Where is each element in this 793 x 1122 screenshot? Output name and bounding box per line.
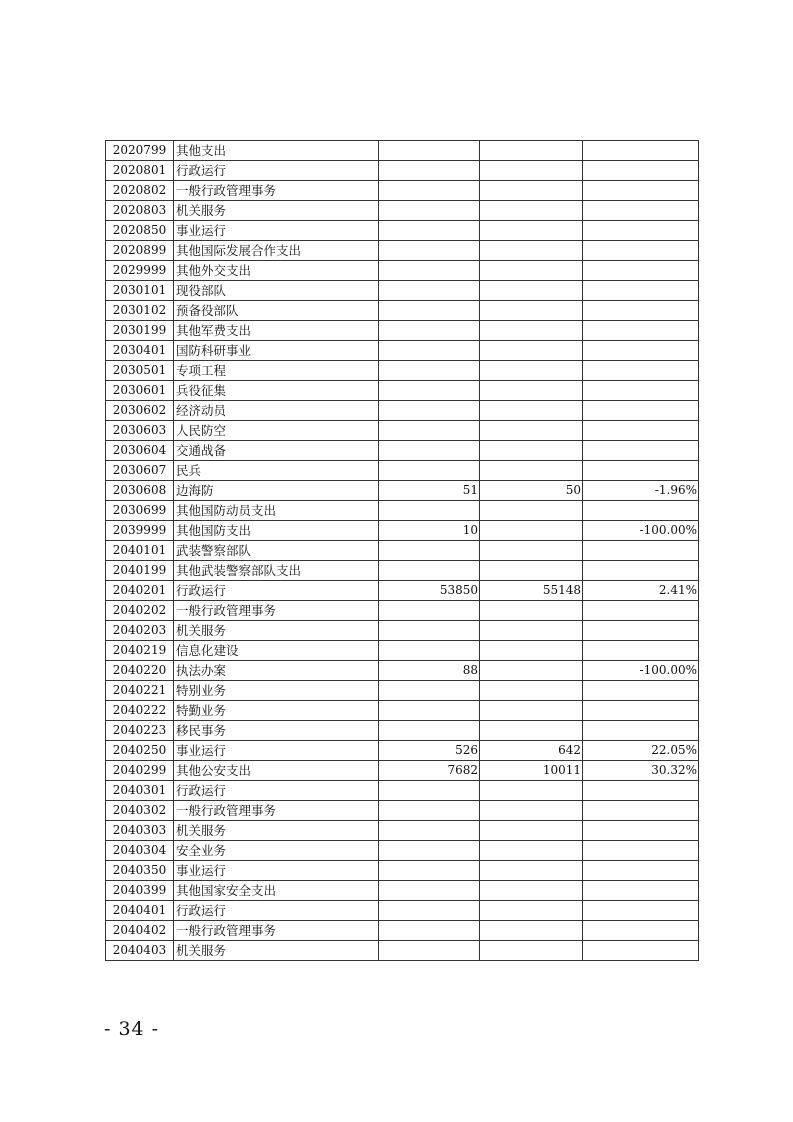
subject-name-cell: 专项工程: [174, 361, 379, 381]
subject-name-cell: 事业运行: [174, 741, 379, 761]
subject-name-cell: 一般行政管理事务: [174, 181, 379, 201]
subject-name-cell: 移民事务: [174, 721, 379, 741]
prior-year-value-cell: 10: [379, 521, 480, 541]
prior-year-value-cell: [379, 641, 480, 661]
change-percent-cell: [583, 461, 699, 481]
prior-year-value-cell: [379, 801, 480, 821]
table-row: [106, 481, 699, 501]
change-percent-cell: [583, 621, 699, 641]
current-year-value-cell: [480, 821, 583, 841]
current-year-value-cell: [480, 801, 583, 821]
subject-code-cell: 2020802: [106, 181, 174, 201]
prior-year-value-cell: [379, 721, 480, 741]
table-row: [106, 141, 699, 161]
prior-year-value-cell: [379, 541, 480, 561]
subject-code-cell: 2040201: [106, 581, 174, 601]
change-percent-cell: -100.00%: [583, 521, 699, 541]
prior-year-value-cell: [379, 281, 480, 301]
subject-code-cell: 2030102: [106, 301, 174, 321]
subject-code-cell: 2030602: [106, 401, 174, 421]
change-percent-cell: [583, 321, 699, 341]
subject-name-cell: 其他国际发展合作支出: [174, 241, 379, 261]
subject-code-cell: 2040221: [106, 681, 174, 701]
current-year-value-cell: [480, 321, 583, 341]
subject-name-cell: 一般行政管理事务: [174, 801, 379, 821]
prior-year-value-cell: [379, 461, 480, 481]
table-row: [106, 741, 699, 761]
table-body: [106, 141, 699, 961]
current-year-value-cell: [480, 701, 583, 721]
subject-name-cell: 其他国家安全支出: [174, 881, 379, 901]
table-row: [106, 501, 699, 521]
current-year-value-cell: [480, 421, 583, 441]
change-percent-cell: [583, 281, 699, 301]
table-row: [106, 761, 699, 781]
subject-code-cell: 2040203: [106, 621, 174, 641]
current-year-value-cell: 642: [480, 741, 583, 761]
prior-year-value-cell: [379, 781, 480, 801]
subject-name-cell: 一般行政管理事务: [174, 921, 379, 941]
current-year-value-cell: [480, 941, 583, 961]
current-year-value-cell: [480, 921, 583, 941]
table-row: [106, 361, 699, 381]
subject-name-cell: 预备役部队: [174, 301, 379, 321]
prior-year-value-cell: [379, 861, 480, 881]
subject-name-cell: 事业运行: [174, 221, 379, 241]
prior-year-value-cell: [379, 501, 480, 521]
budget-table: [105, 140, 699, 961]
subject-code-cell: 2040222: [106, 701, 174, 721]
subject-code-cell: 2040303: [106, 821, 174, 841]
prior-year-value-cell: [379, 141, 480, 161]
subject-code-cell: 2030101: [106, 281, 174, 301]
prior-year-value-cell: [379, 321, 480, 341]
subject-name-cell: 兵役征集: [174, 381, 379, 401]
subject-code-cell: 2040304: [106, 841, 174, 861]
current-year-value-cell: [480, 501, 583, 521]
current-year-value-cell: [480, 241, 583, 261]
subject-name-cell: 武装警察部队: [174, 541, 379, 561]
subject-name-cell: 事业运行: [174, 861, 379, 881]
subject-code-cell: 2020850: [106, 221, 174, 241]
table-row: [106, 921, 699, 941]
prior-year-value-cell: [379, 421, 480, 441]
prior-year-value-cell: 526: [379, 741, 480, 761]
prior-year-value-cell: [379, 241, 480, 261]
prior-year-value-cell: [379, 301, 480, 321]
prior-year-value-cell: [379, 341, 480, 361]
current-year-value-cell: [480, 561, 583, 581]
subject-name-cell: 其他国防支出: [174, 521, 379, 541]
table-row: [106, 341, 699, 361]
subject-name-cell: 行政运行: [174, 781, 379, 801]
table-row: [106, 321, 699, 341]
prior-year-value-cell: [379, 681, 480, 701]
prior-year-value-cell: [379, 221, 480, 241]
current-year-value-cell: [480, 641, 583, 661]
prior-year-value-cell: 53850: [379, 581, 480, 601]
table-row: [106, 861, 699, 881]
table-row: [106, 721, 699, 741]
table-row: [106, 401, 699, 421]
current-year-value-cell: [480, 841, 583, 861]
table-row: [106, 941, 699, 961]
table-row: [106, 901, 699, 921]
prior-year-value-cell: [379, 821, 480, 841]
prior-year-value-cell: [379, 201, 480, 221]
prior-year-value-cell: [379, 161, 480, 181]
change-percent-cell: [583, 301, 699, 321]
table-row: [106, 241, 699, 261]
prior-year-value-cell: [379, 401, 480, 421]
subject-code-cell: 2040220: [106, 661, 174, 681]
change-percent-cell: [583, 421, 699, 441]
current-year-value-cell: [480, 261, 583, 281]
table-row: [106, 201, 699, 221]
subject-name-cell: 机关服务: [174, 821, 379, 841]
prior-year-value-cell: [379, 601, 480, 621]
subject-code-cell: 2040202: [106, 601, 174, 621]
subject-name-cell: 国防科研事业: [174, 341, 379, 361]
change-percent-cell: [583, 881, 699, 901]
table-row: [106, 581, 699, 601]
subject-name-cell: 人民防空: [174, 421, 379, 441]
change-percent-cell: [583, 401, 699, 421]
current-year-value-cell: [480, 401, 583, 421]
change-percent-cell: [583, 141, 699, 161]
current-year-value-cell: [480, 141, 583, 161]
prior-year-value-cell: [379, 921, 480, 941]
current-year-value-cell: [480, 341, 583, 361]
subject-code-cell: 2040302: [106, 801, 174, 821]
prior-year-value-cell: [379, 561, 480, 581]
prior-year-value-cell: [379, 441, 480, 461]
table-row: [106, 881, 699, 901]
current-year-value-cell: 55148: [480, 581, 583, 601]
table-row: [106, 621, 699, 641]
prior-year-value-cell: [379, 361, 480, 381]
current-year-value-cell: [480, 381, 583, 401]
table-row: [106, 161, 699, 181]
current-year-value-cell: [480, 521, 583, 541]
change-percent-cell: [583, 361, 699, 381]
current-year-value-cell: [480, 661, 583, 681]
table-row: [106, 821, 699, 841]
table-row: [106, 701, 699, 721]
change-percent-cell: [583, 201, 699, 221]
table-row: [106, 221, 699, 241]
prior-year-value-cell: [379, 621, 480, 641]
change-percent-cell: [583, 541, 699, 561]
change-percent-cell: [583, 821, 699, 841]
change-percent-cell: [583, 561, 699, 581]
subject-code-cell: 2030699: [106, 501, 174, 521]
prior-year-value-cell: [379, 701, 480, 721]
change-percent-cell: [583, 841, 699, 861]
current-year-value-cell: [480, 441, 583, 461]
subject-name-cell: 其他国防动员支出: [174, 501, 379, 521]
subject-code-cell: 2040402: [106, 921, 174, 941]
subject-name-cell: 经济动员: [174, 401, 379, 421]
table-row: [106, 681, 699, 701]
table-row: [106, 421, 699, 441]
change-percent-cell: 30.32%: [583, 761, 699, 781]
table-row: [106, 461, 699, 481]
subject-code-cell: 2040101: [106, 541, 174, 561]
table-row: [106, 381, 699, 401]
change-percent-cell: [583, 181, 699, 201]
prior-year-value-cell: [379, 941, 480, 961]
table-row: [106, 541, 699, 561]
change-percent-cell: [583, 901, 699, 921]
subject-code-cell: 2040250: [106, 741, 174, 761]
current-year-value-cell: [480, 621, 583, 641]
table-row: [106, 801, 699, 821]
change-percent-cell: [583, 501, 699, 521]
current-year-value-cell: [480, 221, 583, 241]
change-percent-cell: [583, 941, 699, 961]
change-percent-cell: 2.41%: [583, 581, 699, 601]
subject-name-cell: 其他公安支出: [174, 761, 379, 781]
subject-name-cell: 其他军费支出: [174, 321, 379, 341]
subject-name-cell: 一般行政管理事务: [174, 601, 379, 621]
change-percent-cell: [583, 241, 699, 261]
current-year-value-cell: [480, 781, 583, 801]
table-row: [106, 661, 699, 681]
subject-name-cell: 其他武装警察部队支出: [174, 561, 379, 581]
prior-year-value-cell: [379, 901, 480, 921]
change-percent-cell: [583, 681, 699, 701]
current-year-value-cell: [480, 281, 583, 301]
change-percent-cell: [583, 721, 699, 741]
table-row: [106, 281, 699, 301]
change-percent-cell: [583, 781, 699, 801]
current-year-value-cell: [480, 881, 583, 901]
table-row: [106, 561, 699, 581]
subject-code-cell: 2030601: [106, 381, 174, 401]
subject-name-cell: 执法办案: [174, 661, 379, 681]
current-year-value-cell: [480, 541, 583, 561]
change-percent-cell: -100.00%: [583, 661, 699, 681]
subject-code-cell: 2030401: [106, 341, 174, 361]
prior-year-value-cell: [379, 181, 480, 201]
subject-name-cell: 机关服务: [174, 941, 379, 961]
change-percent-cell: [583, 441, 699, 461]
subject-code-cell: 2040219: [106, 641, 174, 661]
subject-code-cell: 2040399: [106, 881, 174, 901]
change-percent-cell: [583, 341, 699, 361]
table-row: [106, 841, 699, 861]
change-percent-cell: [583, 261, 699, 281]
table-row: [106, 641, 699, 661]
subject-code-cell: 2020899: [106, 241, 174, 261]
subject-code-cell: 2029999: [106, 261, 174, 281]
subject-name-cell: 边海防: [174, 481, 379, 501]
current-year-value-cell: [480, 721, 583, 741]
subject-name-cell: 特别业务: [174, 681, 379, 701]
subject-name-cell: 行政运行: [174, 581, 379, 601]
current-year-value-cell: [480, 161, 583, 181]
table-row: [106, 301, 699, 321]
current-year-value-cell: [480, 301, 583, 321]
table-row: [106, 181, 699, 201]
change-percent-cell: [583, 641, 699, 661]
table-row: [106, 521, 699, 541]
table-row: [106, 261, 699, 281]
change-percent-cell: [583, 381, 699, 401]
subject-code-cell: 2040301: [106, 781, 174, 801]
subject-code-cell: 2030199: [106, 321, 174, 341]
current-year-value-cell: [480, 601, 583, 621]
subject-name-cell: 机关服务: [174, 621, 379, 641]
change-percent-cell: [583, 601, 699, 621]
table-row: [106, 781, 699, 801]
subject-name-cell: 交通战备: [174, 441, 379, 461]
subject-code-cell: 2030603: [106, 421, 174, 441]
prior-year-value-cell: [379, 381, 480, 401]
change-percent-cell: [583, 861, 699, 881]
subject-code-cell: 2040401: [106, 901, 174, 921]
subject-code-cell: 2039999: [106, 521, 174, 541]
current-year-value-cell: 10011: [480, 761, 583, 781]
subject-code-cell: 2030604: [106, 441, 174, 461]
subject-name-cell: 行政运行: [174, 161, 379, 181]
subject-code-cell: 2030501: [106, 361, 174, 381]
subject-name-cell: 安全业务: [174, 841, 379, 861]
prior-year-value-cell: 7682: [379, 761, 480, 781]
subject-code-cell: 2040403: [106, 941, 174, 961]
subject-code-cell: 2020801: [106, 161, 174, 181]
subject-name-cell: 行政运行: [174, 901, 379, 921]
change-percent-cell: -1.96%: [583, 481, 699, 501]
prior-year-value-cell: [379, 261, 480, 281]
subject-code-cell: 2020799: [106, 141, 174, 161]
subject-name-cell: 民兵: [174, 461, 379, 481]
subject-name-cell: 特勤业务: [174, 701, 379, 721]
subject-name-cell: 其他支出: [174, 141, 379, 161]
subject-name-cell: 其他外交支出: [174, 261, 379, 281]
page-number: - 34 -: [104, 1018, 160, 1040]
table-row: [106, 441, 699, 461]
change-percent-cell: [583, 701, 699, 721]
current-year-value-cell: 50: [480, 481, 583, 501]
current-year-value-cell: [480, 201, 583, 221]
subject-name-cell: 机关服务: [174, 201, 379, 221]
subject-name-cell: 现役部队: [174, 281, 379, 301]
subject-code-cell: 2040223: [106, 721, 174, 741]
subject-code-cell: 2040350: [106, 861, 174, 881]
prior-year-value-cell: 88: [379, 661, 480, 681]
prior-year-value-cell: [379, 881, 480, 901]
current-year-value-cell: [480, 361, 583, 381]
subject-code-cell: 2030607: [106, 461, 174, 481]
subject-code-cell: 2040299: [106, 761, 174, 781]
prior-year-value-cell: [379, 841, 480, 861]
subject-code-cell: 2020803: [106, 201, 174, 221]
change-percent-cell: [583, 921, 699, 941]
prior-year-value-cell: 51: [379, 481, 480, 501]
current-year-value-cell: [480, 861, 583, 881]
current-year-value-cell: [480, 181, 583, 201]
current-year-value-cell: [480, 681, 583, 701]
change-percent-cell: [583, 161, 699, 181]
change-percent-cell: 22.05%: [583, 741, 699, 761]
change-percent-cell: [583, 801, 699, 821]
subject-name-cell: 信息化建设: [174, 641, 379, 661]
subject-code-cell: 2030608: [106, 481, 174, 501]
table-row: [106, 601, 699, 621]
current-year-value-cell: [480, 461, 583, 481]
subject-code-cell: 2040199: [106, 561, 174, 581]
change-percent-cell: [583, 221, 699, 241]
current-year-value-cell: [480, 901, 583, 921]
